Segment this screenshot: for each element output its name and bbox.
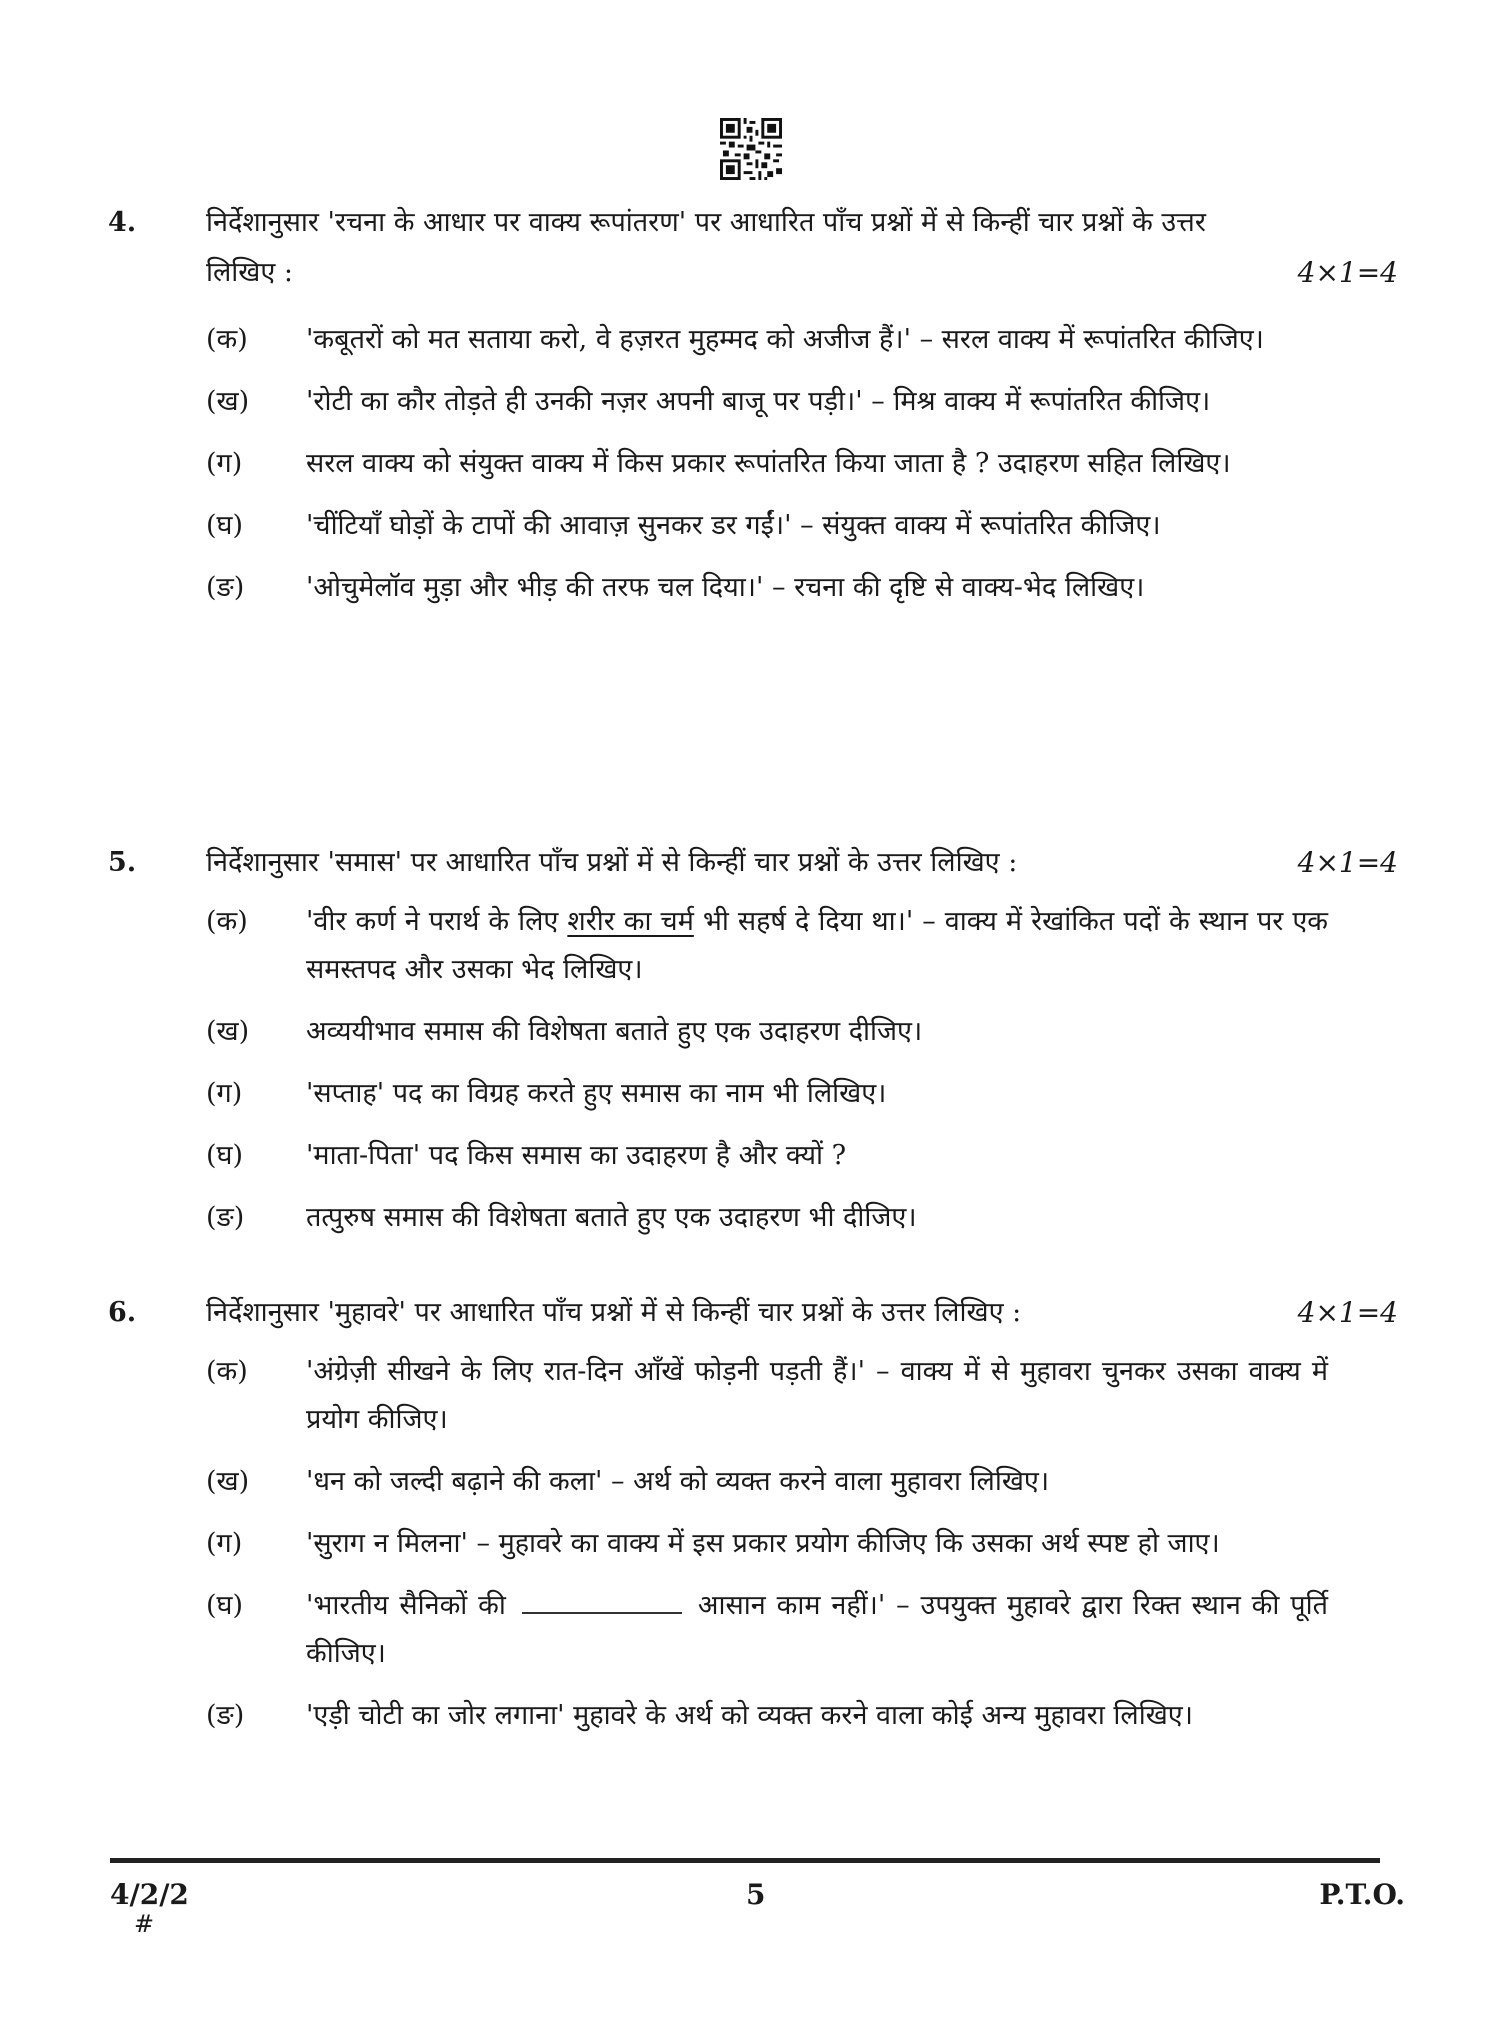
- sub-question-label: (ङ): [206, 572, 245, 603]
- question-instruction: निर्देशानुसार 'समास' पर आधारित पाँच प्रश्नों में से किन्हीं चार प्रश्नों के उत्तर लिखिए :: [206, 847, 1018, 878]
- sub-question: [108, 1070, 1398, 1118]
- sub-question-label: (क): [206, 906, 248, 937]
- question-5: [108, 838, 1398, 1242]
- sub-question: [108, 502, 1398, 550]
- question-marks: 4×1=4: [1297, 256, 1398, 289]
- sub-question-text-end: भी सहर्ष दे दिया था।' – वाक्य में रेखांकित पदों के स्थान पर एक समस्तपद और उसका भेद लिखिए।: [306, 906, 1328, 985]
- sub-question-label: (ख): [206, 386, 250, 417]
- pto-label: P.T.O.: [1319, 1878, 1405, 1911]
- sub-question-text: 'चींटियाँ घोड़ों के टापों की आवाज़ सुनकर डर गईं।' – संयुक्त वाक्य में रूपांतरित कीजिए।: [306, 510, 1161, 541]
- question-number: 5.: [108, 847, 137, 878]
- question-number: 4.: [108, 207, 137, 238]
- sub-question: [108, 898, 1398, 994]
- question-instruction: निर्देशानुसार 'रचना के आधार पर वाक्य रूपांतरण' पर आधारित पाँच प्रश्नों में से किन्हीं चार प्रश्नों के उत्तर लिखिए :: [206, 207, 1206, 288]
- sub-question: [108, 1458, 1398, 1506]
- sub-question-text: सरल वाक्य को संयुक्त वाक्य में किस प्रकार रूपांतरित किया जाता है ? उदाहरण सहित लिखिए।: [306, 448, 1231, 479]
- sub-question-text: 'माता-पिता' पद किस समास का उदाहरण है और क्यों ?: [306, 1140, 847, 1171]
- page-number: 5: [746, 1878, 766, 1911]
- sub-question-label: (क): [206, 1356, 248, 1387]
- sub-question-text: 'कबूतरों को मत सताया करो, वे हज़रत मुहम्मद को अजीज हैं।' – सरल वाक्य में रूपांतरित कीजिए।: [306, 324, 1264, 355]
- sub-question-label: (ङ): [206, 1700, 245, 1731]
- sub-question-label: (ख): [206, 1016, 250, 1047]
- footer-divider: [110, 1858, 1380, 1863]
- question-4: [108, 198, 1398, 612]
- sub-question-text-end: आसान काम नहीं।' – उपयुक्त मुहावरे द्वारा रिक्त स्थान की पूर्ति कीजिए।: [306, 1590, 1328, 1669]
- sub-question-text: तत्पुरुष समास की विशेषता बताते हुए एक उदाहरण भी दीजिए।: [306, 1202, 917, 1233]
- sub-question-text: 'सुराग न मिलना' – मुहावरे का वाक्य में इस प्रकार प्रयोग कीजिए कि उसका अर्थ स्पष्ट हो जाए।: [306, 1528, 1220, 1559]
- sub-question: [108, 1692, 1398, 1740]
- sub-question-label: (ग): [206, 1528, 243, 1559]
- sub-question: [108, 316, 1398, 364]
- sub-question-text: [306, 1582, 1328, 1678]
- sub-question-text: 'एड़ी चोटी का जोर लगाना' मुहावरे के अर्थ को व्यक्त करने वाला कोई अन्य मुहावरा लिखिए।: [306, 1700, 1193, 1731]
- question-number: 6.: [108, 1297, 137, 1328]
- sub-question: [108, 564, 1398, 612]
- sub-question-text: 'सप्ताह' पद का विग्रह करते हुए समास का नाम भी लिखिए।: [306, 1078, 887, 1109]
- sub-question-text: 'ओचुमेलॉव मुड़ा और भीड़ की तरफ चल दिया।' – रचना की दृष्टि से वाक्य-भेद लिखिए।: [306, 572, 1145, 603]
- sub-question-label: (क): [206, 324, 248, 355]
- sub-question: [108, 1582, 1398, 1678]
- sub-question-text: 'अंग्रेज़ी सीखने के लिए रात-दिन आँखें फोड़नी पड़ती हैं।' – वाक्य में से मुहावरा चुनकर उसका वाक्य में प्रयोग कीजिए।: [306, 1356, 1328, 1435]
- question-instruction: निर्देशानुसार 'मुहावरे' पर आधारित पाँच प्रश्नों में से किन्हीं चार प्रश्नों के उत्तर लिखिए :: [206, 1297, 1022, 1328]
- sub-question-label: (ङ): [206, 1202, 245, 1233]
- sub-question: [108, 1194, 1398, 1242]
- sub-question-label: (ग): [206, 1078, 243, 1109]
- fill-in-blank: [522, 1582, 682, 1614]
- sub-question-text-start: 'भारतीय सैनिकों की: [306, 1590, 506, 1621]
- sub-question-text: [306, 898, 1328, 994]
- sub-question-text-start: 'वीर कर्ण ने परार्थ के लिए: [306, 906, 568, 937]
- underlined-phrase: शरीर का चर्म: [567, 906, 694, 937]
- sub-question-text: 'धन को जल्दी बढ़ाने की कला' – अर्थ को व्यक्त करने वाला मुहावरा लिखिए।: [306, 1466, 1050, 1497]
- question-marks: 4×1=4: [1297, 846, 1398, 879]
- sub-question: [108, 440, 1398, 488]
- question-marks: 4×1=4: [1297, 1296, 1398, 1329]
- sub-question-label: (घ): [206, 1590, 244, 1621]
- sub-question-label: (ख): [206, 1466, 250, 1497]
- sub-question: [108, 1348, 1398, 1444]
- sub-question: [108, 378, 1398, 426]
- sub-question-label: (घ): [206, 1140, 244, 1171]
- sub-question: [108, 1132, 1398, 1180]
- sub-question-label: (घ): [206, 510, 244, 541]
- sub-question-text: 'रोटी का कौर तोड़ते ही उनकी नज़र अपनी बाजू पर पड़ी।' – मिश्र वाक्य में रूपांतरित कीजिए।: [306, 386, 1211, 417]
- question-header: [108, 1288, 1398, 1338]
- sub-question: [108, 1520, 1398, 1568]
- qr-code: [720, 118, 782, 180]
- paper-code: 4/2/2: [110, 1878, 189, 1911]
- question-6: [108, 1288, 1398, 1740]
- question-header: [108, 198, 1398, 298]
- sub-question-label: (ग): [206, 448, 243, 479]
- question-header: [108, 838, 1398, 888]
- hash-mark: #: [134, 1910, 155, 1938]
- sub-question-text: अव्ययीभाव समास की विशेषता बताते हुए एक उदाहरण दीजिए।: [306, 1016, 923, 1047]
- sub-question: [108, 1008, 1398, 1056]
